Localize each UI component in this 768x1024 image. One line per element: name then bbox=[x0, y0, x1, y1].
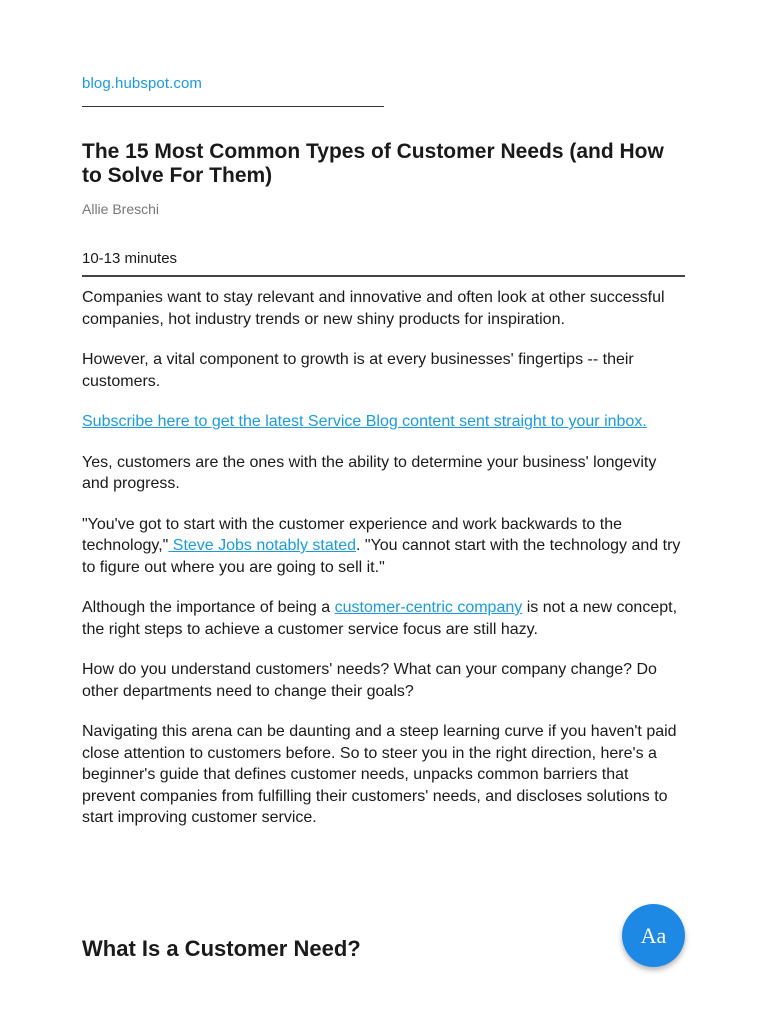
header-divider bbox=[82, 275, 685, 277]
article-title: The 15 Most Common Types of Customer Needs (and How to Solve For Them) bbox=[82, 140, 664, 187]
paragraph-6-end: is not a new concept, the right steps to achieve a customer service focus are still hazy. bbox=[82, 599, 678, 638]
paragraph-5 bbox=[82, 514, 686, 579]
paragraph-8: Navigating this arena can be daunting and a steep learning curve if you haven't paid close attention to customers before. So to steer you in the right direction, here's a beginner's guide that defines customer needs, unpacks common barriers that prevent companies from fulfilling their customers' needs, and discloses solutions to start improving customer service. bbox=[82, 723, 677, 826]
paragraph-3 bbox=[82, 411, 686, 433]
article-body bbox=[82, 287, 686, 848]
paragraph-4: Yes, customers are the ones with the ability to determine your business' longevity and progress. bbox=[82, 453, 657, 492]
steve-jobs-link[interactable]: Steve Jobs notably stated bbox=[168, 537, 356, 554]
paragraph-2: However, a vital component to growth is at every businesses' fingertips -- their customers. bbox=[82, 351, 634, 390]
paragraph-6-start: Although the importance of being a bbox=[82, 599, 335, 616]
section-heading: What Is a Customer Need? bbox=[82, 936, 361, 961]
subscribe-link[interactable]: Subscribe here to get the latest Service Blog content sent straight to your inbox. bbox=[82, 413, 647, 430]
read-time: 10-13 minutes bbox=[82, 250, 178, 267]
source-domain-link[interactable]: blog.hubspot.com bbox=[82, 75, 203, 92]
paragraph-1: Companies want to stay relevant and innovative and often look at other successful companies, hot industry trends or new shiny products for inspiration. bbox=[82, 289, 665, 328]
customer-centric-link[interactable]: customer-centric company bbox=[334, 599, 523, 616]
paragraph-6 bbox=[82, 597, 686, 640]
paragraph-7: How do you understand customers' needs? What can your company change? Do other departments need to change their goals? bbox=[82, 661, 657, 700]
article-author: Allie Breschi bbox=[82, 201, 160, 217]
font-settings-button[interactable] bbox=[622, 904, 685, 967]
quote-text-start: "You've got to start with the customer experience and work backwards to the technology," bbox=[82, 515, 622, 554]
font-size-icon: Aa bbox=[640, 922, 667, 948]
quote-text-end: . "You cannot start with the technology and try to figure out where you are going to sell it." bbox=[82, 537, 681, 576]
source-divider bbox=[82, 106, 384, 107]
